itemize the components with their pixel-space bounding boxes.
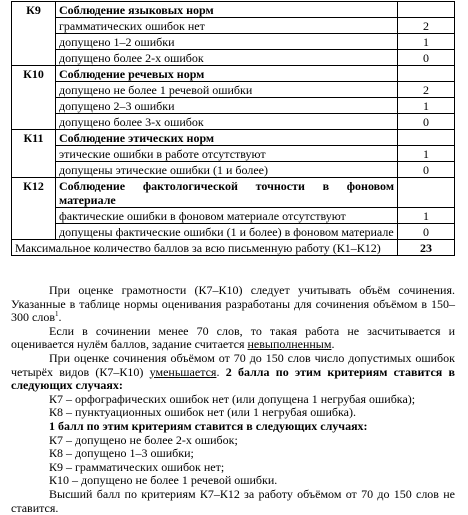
score-cell-empty [398, 130, 455, 146]
criterion-title: Соблюдение фактологической точности в фоновом материале [56, 178, 398, 208]
row-score: 1 [398, 146, 455, 162]
row-score: 1 [398, 98, 455, 114]
row-text: этические ошибки в работе отсутствуют [56, 146, 398, 162]
list-item: К8 – пунктуационных ошибок нет (или 1 негрубая ошибка). [49, 405, 356, 420]
list-item: К9 – грамматических ошибок нет; [49, 459, 225, 474]
table-row [12, 18, 455, 34]
total-label: Максимальное количество баллов за всю письменную работу (К1–К12) [12, 240, 398, 256]
criterion-k11-header [12, 130, 455, 146]
table-row [12, 146, 455, 162]
row-text: фактические ошибки в фоновом материале отсутствуют [56, 208, 398, 224]
table-row [12, 224, 455, 240]
row-text: допущено более 2-х ошибок [56, 50, 398, 66]
text-span: . [331, 337, 335, 352]
text-span: При оценке сочинения объёмом от 70 до 150 слов число допустимых ошибок четырёх видов (К7–К10) [11, 350, 455, 379]
table-row [12, 114, 455, 130]
row-score: 0 [398, 224, 455, 240]
text-span: Если в сочинении менее 70 слов, то такая работа не засчитывается и оценивается нулём баллов, задание считается [11, 323, 455, 352]
text-span: . [58, 310, 62, 325]
row-score: 1 [398, 34, 455, 50]
total-value: 23 [398, 240, 455, 256]
paragraph [11, 284, 455, 325]
row-score: 2 [398, 82, 455, 98]
list-item: К7 – допущено не более 2-х ошибок; [49, 432, 238, 447]
underlined-text: уменьшается [149, 364, 217, 379]
list-item: К7 – орфографических ошибок нет (или допущена 1 негрубая ошибка); [49, 391, 416, 406]
total-row [12, 240, 455, 256]
table-row [12, 208, 455, 224]
criterion-code: К9 [12, 2, 56, 66]
paragraph: Высший балл по критериям К7–К12 за работу объёмом от 70 до 150 слов не ставится. [11, 486, 455, 515]
criterion-k12-header [12, 178, 455, 208]
row-text: допущено не более 1 речевой ошибки [56, 82, 398, 98]
table-row [12, 34, 455, 50]
row-text: допущены этические ошибки (1 и более) [56, 162, 398, 178]
criteria-table [11, 1, 455, 256]
table-row [12, 162, 455, 178]
criterion-title: Соблюдение речевых норм [56, 66, 398, 82]
criterion-title: Соблюдение этических норм [56, 130, 398, 146]
footnote-mark: 1 [54, 310, 59, 319]
table-row [12, 82, 455, 98]
row-score: 2 [398, 18, 455, 34]
row-text: допущено более 3-х ошибок [56, 114, 398, 130]
table-row [12, 50, 455, 66]
row-text: допущено 1–2 ошибки [56, 34, 398, 50]
row-text: допущено 2–3 ошибки [56, 98, 398, 114]
row-text: грамматических ошибок нет [56, 18, 398, 34]
criterion-k9-header [12, 2, 455, 18]
underlined-text: невыполненным [247, 337, 332, 352]
score-cell-empty [398, 66, 455, 82]
paragraph [11, 325, 455, 352]
criterion-code: К11 [12, 130, 56, 178]
list-item: К8 – допущено 1–3 ошибки; [49, 446, 194, 461]
criterion-code: К10 [12, 66, 56, 130]
row-score: 0 [398, 50, 455, 66]
text-span: . [216, 364, 226, 379]
row-text: допущены фактические ошибки (1 и более) в фоновом материале [56, 224, 398, 240]
row-score: 0 [398, 162, 455, 178]
instructions-text [11, 284, 455, 515]
score-cell-empty [398, 2, 455, 18]
criterion-code: К12 [12, 178, 56, 240]
row-score: 0 [398, 114, 455, 130]
score-cell-empty [398, 178, 455, 208]
table-row [12, 98, 455, 114]
criterion-title: Соблюдение языковых норм [56, 2, 398, 18]
criterion-k10-header [12, 66, 455, 82]
paragraph [11, 352, 455, 393]
list-item: К10 – допущено не более 1 речевой ошибки. [49, 473, 278, 488]
text-span: При оценке грамотности (К7–К10) следует учитывать объём сочинения. Указанные в таблице нормы оценивания разработаны для сочинения объёмом в 150–300 слов [11, 283, 455, 325]
section-heading: 1 балл по этим критериям ставится в следующих случаях: [49, 418, 368, 433]
bold-text: 2 балла по этим критериям ставится в следующих случаях: [11, 364, 455, 393]
row-score: 1 [398, 208, 455, 224]
